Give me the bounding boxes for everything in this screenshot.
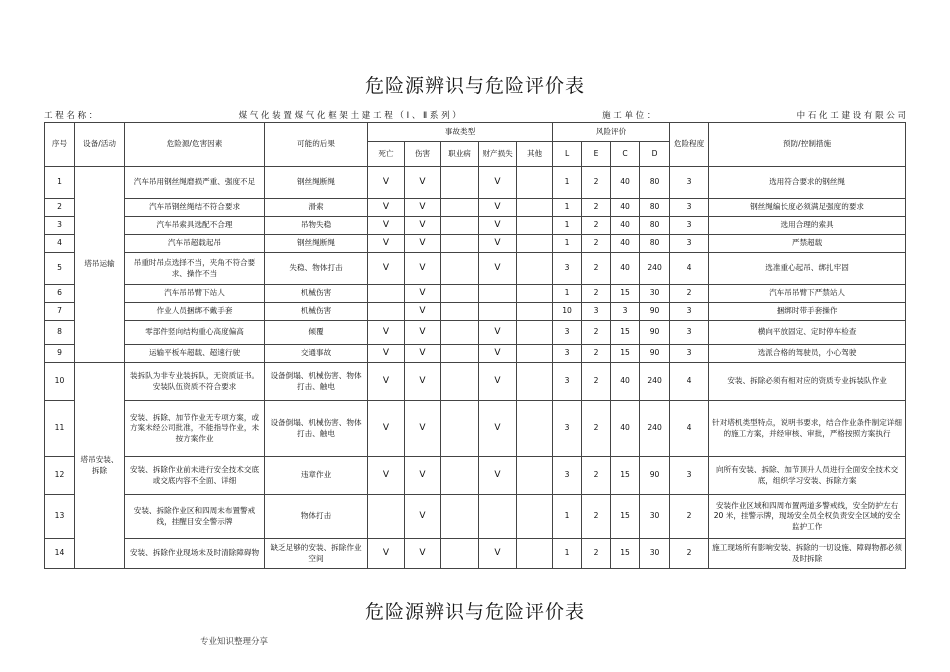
occupational-mark xyxy=(441,401,479,457)
L-value: 3 xyxy=(553,253,582,285)
consequence-cell: 交通事故 xyxy=(265,345,368,363)
property-mark: V xyxy=(479,401,517,457)
measure-cell: 向所有安装、拆除、加节顶升人员进行全面安全技术交底，组织学习安装、拆除方案 xyxy=(709,457,906,495)
E-value: 2 xyxy=(582,253,611,285)
occupational-mark xyxy=(441,495,479,539)
L-value: 3 xyxy=(553,363,582,401)
seq-cell: 1 xyxy=(45,167,75,199)
injury-mark: V xyxy=(405,495,441,539)
C-value: 15 xyxy=(611,321,640,345)
header-C: C xyxy=(611,142,640,167)
consequence-cell: 缺乏足够的安装、拆除作业空间 xyxy=(265,539,368,569)
property-mark: V xyxy=(479,363,517,401)
death-mark xyxy=(368,495,405,539)
other-mark xyxy=(517,235,553,253)
L-value: 10 xyxy=(553,303,582,321)
E-value: 2 xyxy=(582,539,611,569)
C-value: 40 xyxy=(611,253,640,285)
L-value: 1 xyxy=(553,495,582,539)
D-value: 30 xyxy=(640,285,670,303)
hazard-cell: 安装、拆除作业前未进行安全技术交底或交底内容不全面、详细 xyxy=(125,457,265,495)
E-value: 2 xyxy=(582,495,611,539)
page-title: 危险源辨识与危险评价表 xyxy=(364,75,585,97)
C-value: 40 xyxy=(611,167,640,199)
injury-mark: V xyxy=(405,345,441,363)
consequence-cell: 吊物失稳 xyxy=(265,217,368,235)
seq-cell: 10 xyxy=(45,363,75,401)
other-mark xyxy=(517,217,553,235)
measure-cell: 施工现场所有影响安装、拆除的一切设施、障碍物都必须及时拆除 xyxy=(709,539,906,569)
E-value: 2 xyxy=(582,363,611,401)
hazard-cell: 运输平板车超载、超速行驶 xyxy=(125,345,265,363)
table-row xyxy=(45,303,906,321)
C-value: 40 xyxy=(611,235,640,253)
C-value: 40 xyxy=(611,217,640,235)
measure-cell: 安装作业区域和四周布置两道多警戒线，安全防护左右 20 米，挂警示牌，现场安全员全权负责安全区域的安全监护工作 xyxy=(709,495,906,539)
occupational-mark xyxy=(441,321,479,345)
injury-mark: V xyxy=(405,285,441,303)
death-mark: V xyxy=(368,321,405,345)
header-hazard: 危险源/危害因素 xyxy=(125,123,265,167)
death-mark: V xyxy=(368,457,405,495)
L-value: 1 xyxy=(553,199,582,217)
D-value: 90 xyxy=(640,457,670,495)
other-mark xyxy=(517,345,553,363)
seq-cell: 6 xyxy=(45,285,75,303)
hazard-cell: 汽车吊超载起吊 xyxy=(125,235,265,253)
seq-cell: 4 xyxy=(45,235,75,253)
header-consequence: 可能的后果 xyxy=(265,123,368,167)
hazard-cell: 吊重时吊点选择不当，夹角不符合要求、操作不当 xyxy=(125,253,265,285)
header-property: 财产损失 xyxy=(479,142,517,167)
header-L: L xyxy=(553,142,582,167)
danger-level: 3 xyxy=(670,457,709,495)
other-mark xyxy=(517,457,553,495)
consequence-cell: 物体打击 xyxy=(265,495,368,539)
danger-level: 3 xyxy=(670,199,709,217)
L-value: 1 xyxy=(553,539,582,569)
injury-mark: V xyxy=(405,199,441,217)
property-mark: V xyxy=(479,167,517,199)
danger-level: 3 xyxy=(670,235,709,253)
table-body xyxy=(45,167,906,569)
occupational-mark xyxy=(441,363,479,401)
hazard-cell: 汽车吊钢丝绳结不符合要求 xyxy=(125,199,265,217)
property-mark: V xyxy=(479,253,517,285)
injury-mark: V xyxy=(405,253,441,285)
other-mark xyxy=(517,363,553,401)
table-row xyxy=(45,363,906,401)
occupational-mark xyxy=(441,457,479,495)
C-value: 15 xyxy=(611,345,640,363)
other-mark xyxy=(517,167,553,199)
danger-level: 3 xyxy=(670,167,709,199)
table-row xyxy=(45,495,906,539)
E-value: 3 xyxy=(582,303,611,321)
D-value: 30 xyxy=(640,539,670,569)
hazard-cell: 汽车吊索具选配不合理 xyxy=(125,217,265,235)
danger-level: 2 xyxy=(670,495,709,539)
consequence-cell: 违章作业 xyxy=(265,457,368,495)
L-value: 3 xyxy=(553,321,582,345)
danger-level: 3 xyxy=(670,345,709,363)
header-death: 死亡 xyxy=(368,142,405,167)
other-mark xyxy=(517,199,553,217)
E-value: 2 xyxy=(582,285,611,303)
occupational-mark xyxy=(441,345,479,363)
header-D: D xyxy=(640,142,670,167)
table-row xyxy=(45,539,906,569)
consequence-cell: 滑索 xyxy=(265,199,368,217)
injury-mark: V xyxy=(405,167,441,199)
measure-cell: 选用合理的索具 xyxy=(709,217,906,235)
measure-cell: 选用符合要求的钢丝绳 xyxy=(709,167,906,199)
seq-cell: 3 xyxy=(45,217,75,235)
table-row xyxy=(45,167,906,199)
hazard-cell: 汽车吊用钢丝绳磨损严重、强度不足 xyxy=(125,167,265,199)
seq-cell: 11 xyxy=(45,401,75,457)
property-mark: V xyxy=(479,321,517,345)
E-value: 2 xyxy=(582,217,611,235)
L-value: 1 xyxy=(553,217,582,235)
consequence-cell: 设备倒塌、机械伤害、物体打击、触电 xyxy=(265,363,368,401)
header-risk-eval: 风险评价 xyxy=(553,123,670,142)
seq-cell: 12 xyxy=(45,457,75,495)
header-measures: 预防/控制措施 xyxy=(709,123,906,167)
E-value: 2 xyxy=(582,235,611,253)
table-row xyxy=(45,401,906,457)
consequence-cell: 设备倒塌、机械伤害、物体打击、触电 xyxy=(265,401,368,457)
occupational-mark xyxy=(441,303,479,321)
hazard-cell: 作业人员捆绑不戴手套 xyxy=(125,303,265,321)
project-info-line xyxy=(44,109,906,121)
C-value: 15 xyxy=(611,285,640,303)
other-mark xyxy=(517,401,553,457)
E-value: 2 xyxy=(582,457,611,495)
injury-mark: V xyxy=(405,401,441,457)
seq-cell: 2 xyxy=(45,199,75,217)
measure-cell: 针对塔机类型特点，说明书要求，结合作业条件制定详细的施工方案，并经审核、审批，严格按照方案执行 xyxy=(709,401,906,457)
D-value: 240 xyxy=(640,363,670,401)
measure-cell: 横向平放固定、定时停车检查 xyxy=(709,321,906,345)
seq-cell: 13 xyxy=(45,495,75,539)
injury-mark: V xyxy=(405,539,441,569)
danger-level: 2 xyxy=(670,285,709,303)
death-mark: V xyxy=(368,167,405,199)
D-value: 240 xyxy=(640,401,670,457)
E-value: 2 xyxy=(582,321,611,345)
death-mark xyxy=(368,285,405,303)
C-value: 40 xyxy=(611,363,640,401)
D-value: 90 xyxy=(640,303,670,321)
L-value: 1 xyxy=(553,167,582,199)
property-mark: V xyxy=(479,539,517,569)
table-row xyxy=(45,285,906,303)
D-value: 240 xyxy=(640,253,670,285)
table-row xyxy=(45,457,906,495)
D-value: 80 xyxy=(640,199,670,217)
occupational-mark xyxy=(441,217,479,235)
hazard-cell: 汽车吊吊臂下站人 xyxy=(125,285,265,303)
danger-level: 2 xyxy=(670,539,709,569)
injury-mark: V xyxy=(405,235,441,253)
C-value: 15 xyxy=(611,495,640,539)
occupational-mark xyxy=(441,167,479,199)
L-value: 3 xyxy=(553,401,582,457)
E-value: 2 xyxy=(582,167,611,199)
page-title-repeat: 危险源辨识与危险评价表 xyxy=(364,601,585,623)
consequence-cell: 机械伤害 xyxy=(265,285,368,303)
occupational-mark xyxy=(441,253,479,285)
D-value: 80 xyxy=(640,235,670,253)
E-value: 2 xyxy=(582,345,611,363)
risk-assessment-table xyxy=(44,122,906,569)
occupational-mark xyxy=(441,285,479,303)
table-row xyxy=(45,345,906,363)
property-mark: V xyxy=(479,217,517,235)
L-value: 1 xyxy=(553,235,582,253)
hazard-cell: 装拆队为非专业装拆队，无资质证书。安装队伍资质不符合要求 xyxy=(125,363,265,401)
property-mark xyxy=(479,303,517,321)
header-occupational: 职业病 xyxy=(441,142,479,167)
occupational-mark xyxy=(441,539,479,569)
danger-level: 4 xyxy=(670,253,709,285)
seq-cell: 8 xyxy=(45,321,75,345)
injury-mark: V xyxy=(405,363,441,401)
measure-cell: 安装、拆除必须有相对应的资质专业拆装队作业 xyxy=(709,363,906,401)
measure-cell: 选派合格的驾驶员，小心驾驶 xyxy=(709,345,906,363)
L-value: 3 xyxy=(553,457,582,495)
hazard-cell: 安装、拆除作业现场未及时清除障碍物 xyxy=(125,539,265,569)
injury-mark: V xyxy=(405,321,441,345)
other-mark xyxy=(517,321,553,345)
E-value: 2 xyxy=(582,199,611,217)
activity-group-cell: 塔吊安装、拆除 xyxy=(75,363,125,569)
C-value: 3 xyxy=(611,303,640,321)
footer-note: 专业知识整理分享 xyxy=(200,637,269,647)
other-mark xyxy=(517,539,553,569)
header-seq: 序号 xyxy=(45,123,75,167)
header-E: E xyxy=(582,142,611,167)
danger-level: 4 xyxy=(670,401,709,457)
header-other: 其他 xyxy=(517,142,553,167)
measure-cell: 捆绑时带手套操作 xyxy=(709,303,906,321)
hazard-cell: 安装、拆除作业区和四周未布置警戒线，挂醒目安全警示牌 xyxy=(125,495,265,539)
death-mark: V xyxy=(368,401,405,457)
header-injury: 伤害 xyxy=(405,142,441,167)
measure-cell: 汽车吊吊臂下严禁站人 xyxy=(709,285,906,303)
other-mark xyxy=(517,303,553,321)
consequence-cell: 倾覆 xyxy=(265,321,368,345)
danger-level: 3 xyxy=(670,321,709,345)
property-mark: V xyxy=(479,345,517,363)
other-mark xyxy=(517,495,553,539)
death-mark: V xyxy=(368,345,405,363)
occupational-mark xyxy=(441,199,479,217)
death-mark: V xyxy=(368,253,405,285)
hazard-cell: 安装、拆除、加节作业无专项方案，或方案未经公司批准，不能指导作业，未按方案作业 xyxy=(125,401,265,457)
seq-cell: 9 xyxy=(45,345,75,363)
project-name-label: 工 程 名 称 ： xyxy=(44,111,98,121)
seq-cell: 5 xyxy=(45,253,75,285)
measure-cell: 选准重心起吊、绑扎牢固 xyxy=(709,253,906,285)
table-row xyxy=(45,217,906,235)
other-mark xyxy=(517,285,553,303)
property-mark xyxy=(479,495,517,539)
measure-cell: 钢丝绳编长度必须满足强度的要求 xyxy=(709,199,906,217)
consequence-cell: 机械伤害 xyxy=(265,303,368,321)
death-mark: V xyxy=(368,199,405,217)
D-value: 80 xyxy=(640,167,670,199)
D-value: 30 xyxy=(640,495,670,539)
property-mark: V xyxy=(479,235,517,253)
danger-level: 4 xyxy=(670,363,709,401)
seq-cell: 7 xyxy=(45,303,75,321)
C-value: 40 xyxy=(611,401,640,457)
danger-level: 3 xyxy=(670,217,709,235)
L-value: 1 xyxy=(553,285,582,303)
D-value: 90 xyxy=(640,321,670,345)
E-value: 2 xyxy=(582,401,611,457)
table-row xyxy=(45,253,906,285)
header-activity: 设备/活动 xyxy=(75,123,125,167)
occupational-mark xyxy=(441,235,479,253)
danger-level: 3 xyxy=(670,303,709,321)
C-value: 15 xyxy=(611,457,640,495)
table-row xyxy=(45,321,906,345)
C-value: 40 xyxy=(611,199,640,217)
table-row xyxy=(45,199,906,217)
table-row xyxy=(45,235,906,253)
death-mark: V xyxy=(368,539,405,569)
L-value: 3 xyxy=(553,345,582,363)
construction-unit-label: 施 工 单 位 ： xyxy=(602,111,656,121)
death-mark: V xyxy=(368,235,405,253)
D-value: 90 xyxy=(640,345,670,363)
injury-mark: V xyxy=(405,217,441,235)
measure-cell: 严禁超载 xyxy=(709,235,906,253)
construction-unit-value: 中 石 化 工 建 设 有 限 公 司 xyxy=(796,111,906,121)
death-mark: V xyxy=(368,217,405,235)
consequence-cell: 钢丝绳断绳 xyxy=(265,167,368,199)
property-mark: V xyxy=(479,457,517,495)
C-value: 15 xyxy=(611,539,640,569)
death-mark xyxy=(368,303,405,321)
injury-mark: V xyxy=(405,457,441,495)
consequence-cell: 失稳、物体打击 xyxy=(265,253,368,285)
property-mark: V xyxy=(479,199,517,217)
consequence-cell: 钢丝绳断绳 xyxy=(265,235,368,253)
property-mark xyxy=(479,285,517,303)
project-name-value: 煤 气 化 装 置 煤 气 化 框 架 土 建 工 程 （ Ⅰ 、 Ⅱ 系 列 ） xyxy=(238,111,461,121)
death-mark: V xyxy=(368,363,405,401)
hazard-cell: 零部件竖向结构重心高度偏高 xyxy=(125,321,265,345)
header-danger-level: 危险程度 xyxy=(670,123,709,167)
D-value: 80 xyxy=(640,217,670,235)
activity-group-cell: 塔吊运输 xyxy=(75,167,125,363)
seq-cell: 14 xyxy=(45,539,75,569)
injury-mark: V xyxy=(405,303,441,321)
header-accident-type: 事故类型 xyxy=(368,123,553,142)
other-mark xyxy=(517,253,553,285)
